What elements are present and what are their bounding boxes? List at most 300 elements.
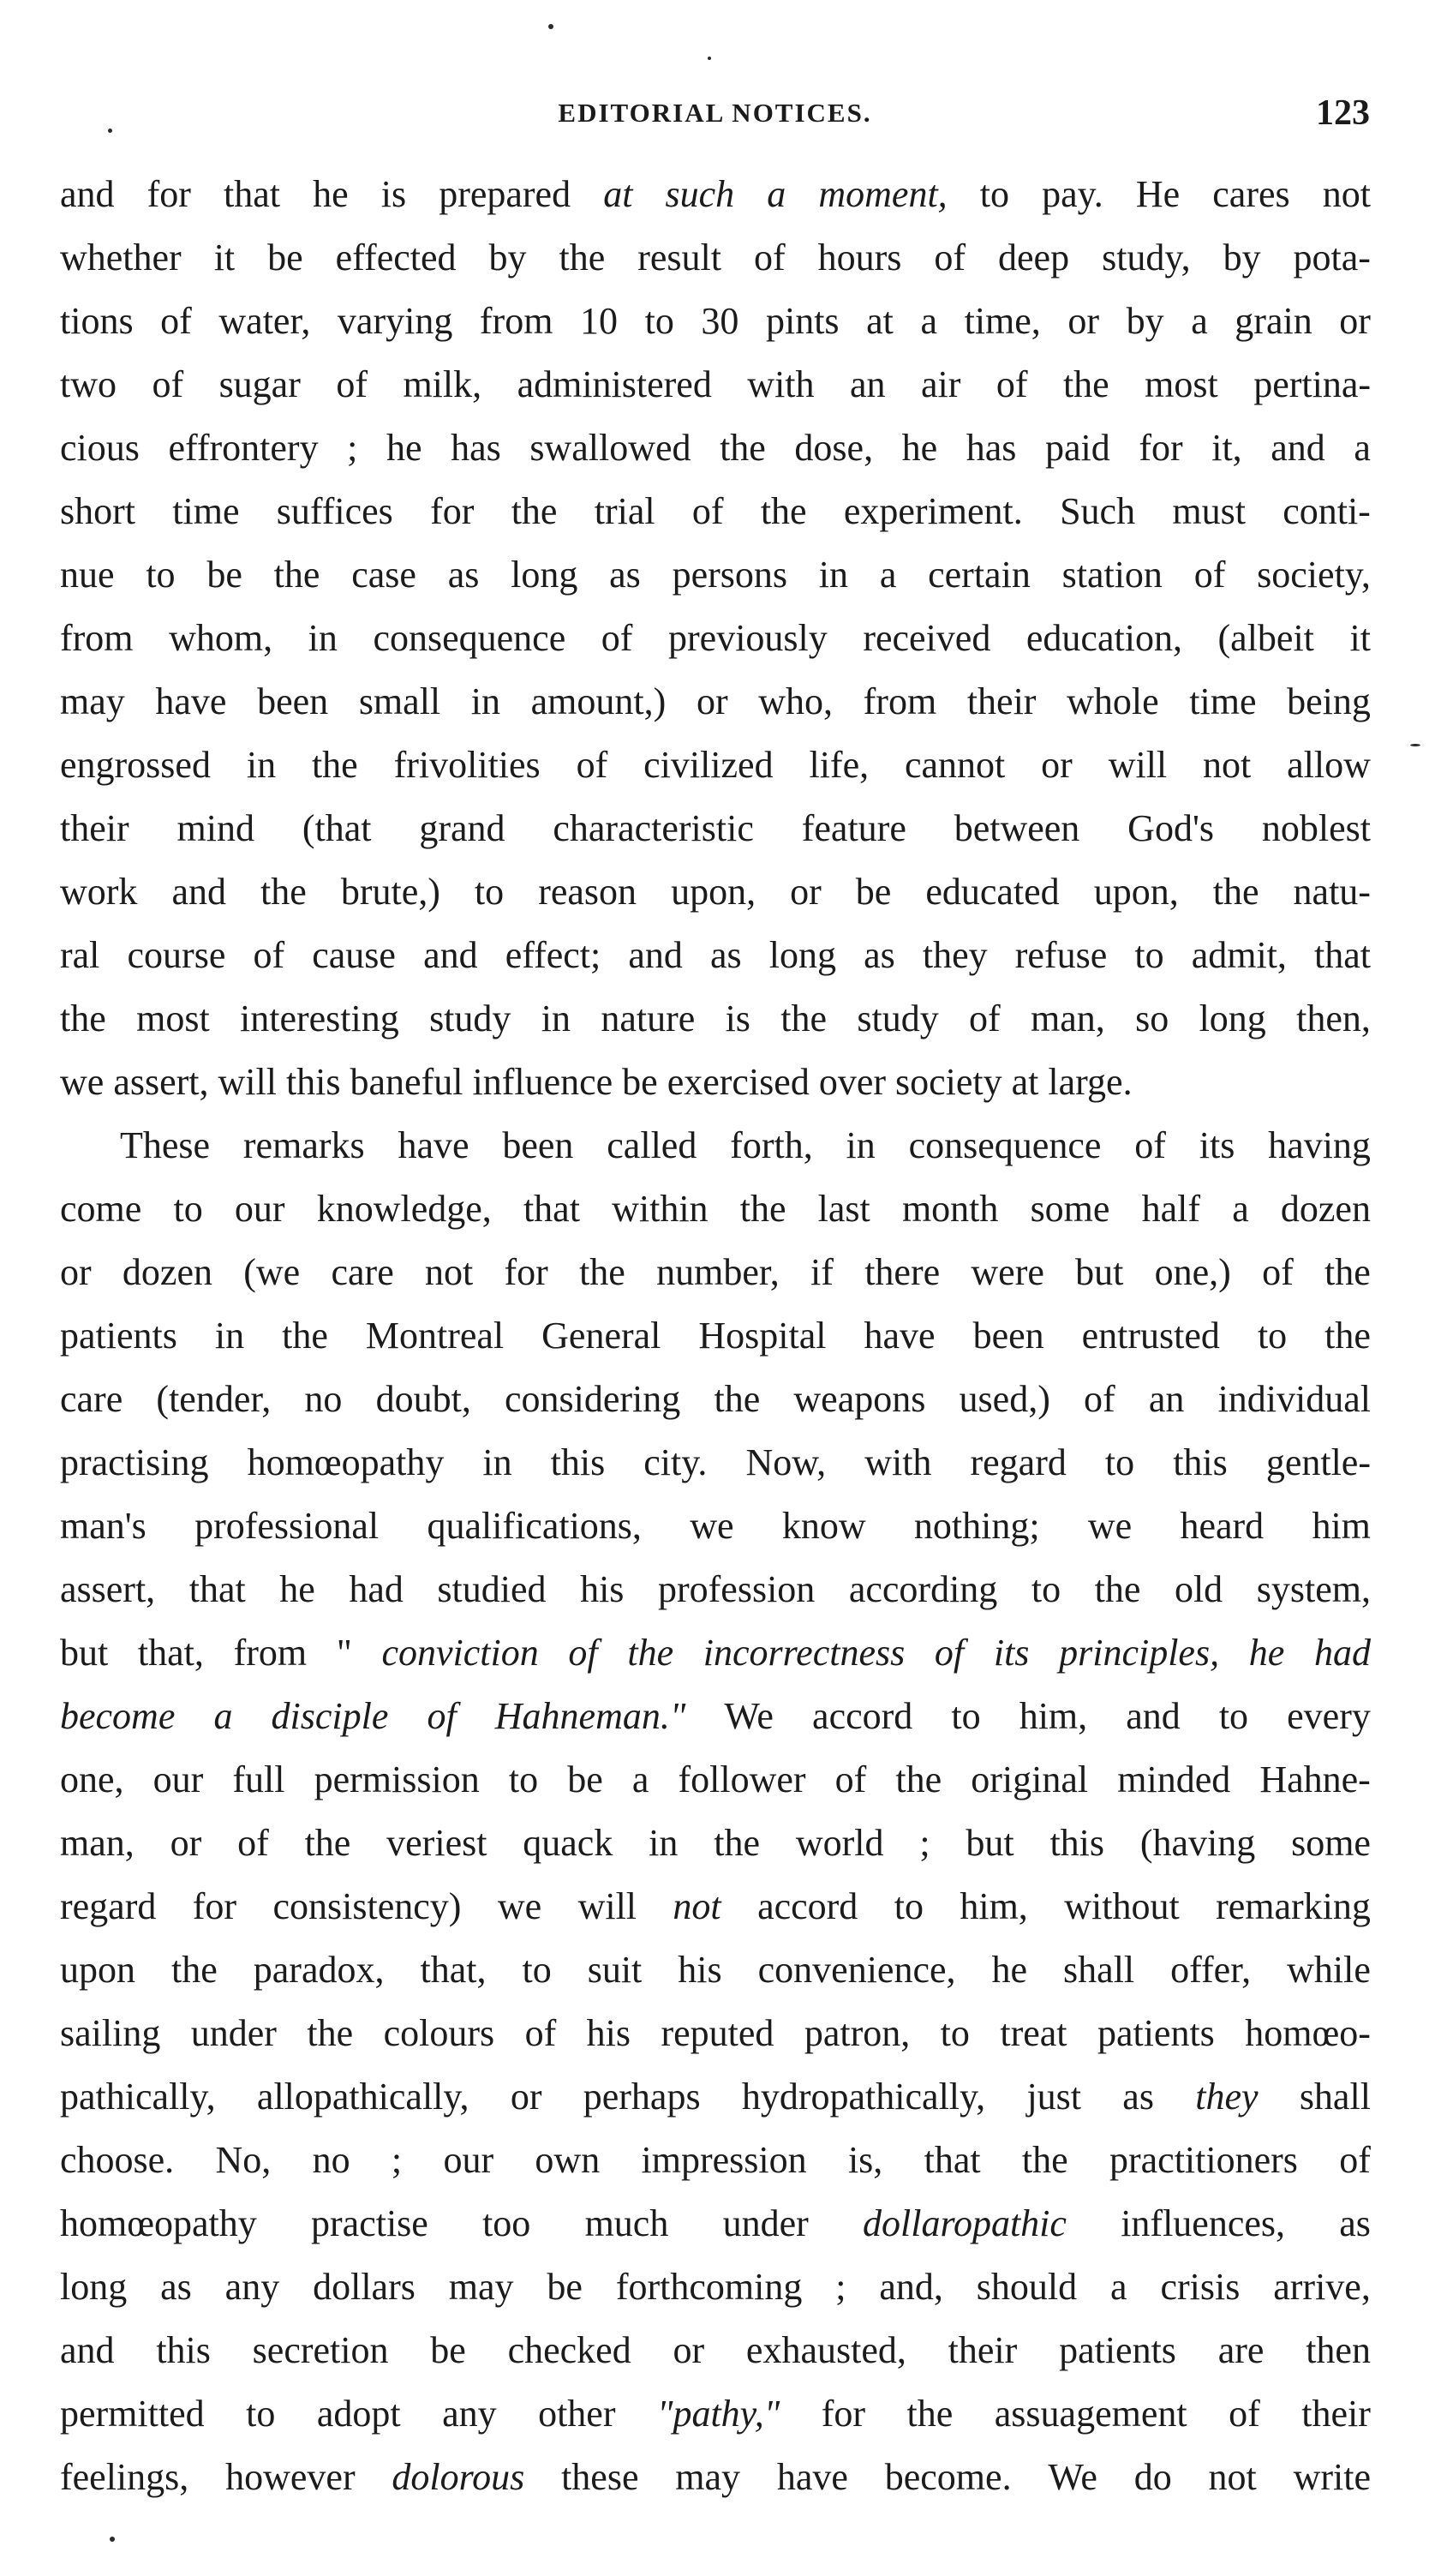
word: they [922, 934, 988, 976]
word: ; [835, 2266, 846, 2308]
word: and, [879, 2266, 943, 2308]
word: a [1354, 427, 1371, 469]
italic-word: conviction [381, 1632, 539, 1674]
word: his [580, 1568, 625, 1610]
word: most [136, 997, 210, 1039]
word: may [60, 680, 125, 722]
word: not [1322, 173, 1371, 215]
word: shall [1063, 1949, 1135, 1991]
word: accord [812, 1695, 913, 1737]
word: follower [678, 1758, 806, 1800]
word: cious [60, 427, 140, 469]
word: will [577, 1885, 637, 1927]
word: be [430, 2329, 466, 2371]
word: We [1048, 2456, 1097, 2498]
word: him, [1019, 1695, 1088, 1737]
word: effect; [505, 934, 601, 976]
word: baneful [350, 1061, 463, 1103]
word: have [155, 680, 227, 722]
word: we [1087, 1505, 1133, 1547]
word: just [1026, 2076, 1082, 2118]
word: effected [335, 237, 457, 279]
word: frivolities [393, 744, 541, 786]
italic-word: incorrectness [703, 1632, 906, 1674]
text-line [60, 1875, 1371, 1938]
word: the [1094, 1568, 1141, 1610]
text-line [60, 1812, 1371, 1875]
word: that [188, 1568, 246, 1610]
word: and [1126, 1695, 1181, 1737]
word: him [1312, 1505, 1371, 1547]
text-line [60, 543, 1371, 607]
word: with [864, 1441, 932, 1483]
word: life, [809, 744, 870, 786]
word: be [547, 2266, 583, 2308]
word: dozen [1280, 1188, 1371, 1230]
text-line [60, 290, 1371, 353]
word: of [576, 744, 608, 786]
word: refuse [1014, 934, 1108, 976]
italic-word: principles, [1059, 1632, 1220, 1674]
word: for [146, 173, 191, 215]
word: water, [218, 300, 311, 342]
word: practising [60, 1441, 209, 1483]
word: in [214, 1315, 245, 1357]
word: some [1291, 1822, 1371, 1864]
text-line [60, 2065, 1371, 2129]
word: nothing; [913, 1505, 1040, 1547]
word: of [969, 997, 1001, 1039]
text-line [60, 353, 1371, 416]
word: large. [1048, 1061, 1133, 1103]
word: patients [60, 1315, 177, 1357]
word: care [60, 1378, 123, 1420]
word: too [482, 2202, 531, 2244]
word: civilized [643, 744, 774, 786]
word: 10 [580, 300, 619, 342]
word: some [1030, 1188, 1110, 1230]
word: regard [60, 1885, 157, 1927]
word: to [1104, 1441, 1135, 1483]
word: to [1257, 1315, 1288, 1357]
word: long [1199, 997, 1266, 1039]
word: two [60, 363, 117, 405]
word: his [678, 1949, 722, 1991]
word: from [479, 300, 553, 342]
word: but [1075, 1251, 1124, 1293]
word: patron, [804, 2012, 911, 2054]
word: month [901, 1188, 999, 1230]
word: to [1134, 934, 1164, 976]
word: Hahne- [1259, 1758, 1371, 1800]
word: man's [60, 1505, 146, 1547]
text-line [60, 987, 1371, 1051]
word: had [349, 1568, 404, 1610]
word: our [152, 1758, 204, 1800]
word: remarking [1216, 1885, 1371, 1927]
word: from [233, 1632, 308, 1674]
word: long [511, 554, 578, 596]
word: we [60, 1061, 105, 1103]
word: one, [60, 1758, 124, 1800]
word: forth, [730, 1124, 813, 1166]
word: of [834, 1758, 867, 1800]
word: in [649, 1822, 679, 1864]
word: a [879, 554, 897, 596]
word: then [1306, 2329, 1371, 2371]
word: permission [314, 1758, 480, 1800]
word: ; [919, 1822, 930, 1864]
word: of [152, 363, 184, 405]
word: experiment. [843, 490, 1023, 532]
word: within [612, 1188, 709, 1230]
text-line [60, 480, 1371, 543]
word: pota- [1293, 237, 1371, 279]
word: from [863, 680, 937, 722]
word: deep [998, 237, 1070, 279]
word: reputed [661, 2012, 774, 2054]
word: in [246, 744, 277, 786]
word: prepared [439, 173, 571, 215]
word: No, [215, 2139, 272, 2181]
word: society [895, 1061, 1002, 1103]
word: be [206, 554, 242, 596]
text-line [60, 2192, 1371, 2255]
word: pints [765, 300, 840, 342]
word: offer, [1170, 1949, 1252, 1991]
word: our [443, 2139, 494, 2181]
word: nue [60, 554, 115, 596]
text-line [60, 1938, 1371, 2002]
word: that, [420, 1949, 487, 1991]
word: course [127, 934, 226, 976]
word: the [1062, 363, 1109, 405]
text-line [60, 797, 1371, 860]
word: will [1108, 744, 1168, 786]
word: full [232, 1758, 285, 1800]
word: the [1324, 1315, 1371, 1357]
word: patients [1097, 2012, 1215, 2054]
word: dozen [122, 1251, 212, 1293]
word: not [1208, 2456, 1257, 2498]
word: or [510, 2076, 542, 2118]
word: " [336, 1632, 352, 1674]
word: to [1031, 1568, 1061, 1610]
word: entrusted [1081, 1315, 1220, 1357]
word: or [170, 1822, 202, 1864]
word: to [644, 300, 674, 342]
word: old [1174, 1568, 1223, 1610]
word: then, [1296, 997, 1371, 1039]
word: for [1139, 427, 1183, 469]
word: be [855, 871, 892, 913]
word: the [906, 2393, 954, 2435]
text-line [60, 2129, 1371, 2192]
word: it, [1211, 427, 1242, 469]
word: paid [1045, 427, 1110, 469]
word: cares [1212, 173, 1290, 215]
word: been [502, 1124, 574, 1166]
word: the [171, 1949, 218, 1991]
word: grain [1235, 300, 1312, 342]
word: this [285, 1061, 341, 1103]
word: our [234, 1188, 285, 1230]
word: adopt [316, 2393, 401, 2435]
word: society, [1257, 554, 1371, 596]
word: ral [60, 934, 100, 976]
word: permitted [60, 2393, 205, 2435]
word: work [60, 871, 138, 913]
word: at [866, 300, 894, 342]
word: upon, [671, 871, 756, 913]
word: upon [60, 1949, 135, 1991]
text-line [60, 670, 1371, 734]
word: the [895, 1758, 942, 1800]
word: the [1212, 871, 1259, 913]
word: whether [60, 237, 182, 279]
italic-word: not [673, 1885, 721, 1927]
word: has [966, 427, 1017, 469]
word: in [846, 1124, 876, 1166]
word: gentle- [1265, 1441, 1371, 1483]
word: reason [538, 871, 637, 913]
word: as [609, 554, 641, 596]
word: regard [970, 1441, 1067, 1483]
word: remarks [242, 1124, 365, 1166]
word: the [760, 490, 807, 532]
word: suffices [276, 490, 393, 532]
word: but [60, 1632, 109, 1674]
italic-word: moment, [818, 173, 948, 215]
italic-word: of [427, 1695, 457, 1737]
word: study [857, 997, 939, 1039]
word: and [60, 2329, 115, 2371]
word: of [601, 617, 633, 659]
word: in [818, 554, 849, 596]
word: we [497, 1885, 542, 1927]
word: homœopathy [247, 1441, 445, 1483]
body-text [60, 163, 1371, 2509]
word: for [192, 1885, 237, 1927]
word: long [60, 2266, 128, 2308]
word: (having [1139, 1822, 1256, 1864]
word: suit [587, 1949, 643, 1991]
word: if [810, 1251, 834, 1293]
word: have [864, 1315, 936, 1357]
word: as [1122, 2076, 1154, 2118]
word: as [864, 934, 895, 976]
word: practise [311, 2202, 428, 2244]
word: homœopathy [60, 2202, 257, 2244]
word: milk, [403, 363, 482, 405]
word: or [1067, 300, 1100, 342]
word: nature [601, 997, 696, 1039]
word: has [451, 427, 501, 469]
word: short [60, 490, 135, 532]
text-line [60, 924, 1371, 987]
word: assert, [60, 1568, 156, 1610]
word: become. [884, 2456, 1012, 2498]
word: to [1218, 1695, 1249, 1737]
word: certain [928, 554, 1031, 596]
word: General [541, 1315, 661, 1357]
word: as [447, 554, 480, 596]
word: of [1193, 554, 1226, 596]
italic-word: of [568, 1632, 598, 1674]
word: this [1049, 1822, 1105, 1864]
word: he [279, 1568, 315, 1610]
word: the [714, 1822, 760, 1864]
word: other [538, 2393, 616, 2435]
word: there [864, 1251, 941, 1293]
word: secretion [252, 2329, 389, 2371]
word: engrossed [60, 744, 211, 786]
word: the [1021, 2139, 1068, 2181]
word: to [173, 1188, 203, 1230]
text-line [60, 1495, 1371, 1558]
word: swallowed [529, 427, 691, 469]
word: write [1293, 2456, 1371, 2498]
word: under [190, 2012, 277, 2054]
word: may [448, 2266, 514, 2308]
word: any [224, 2266, 280, 2308]
running-head [60, 89, 1370, 141]
word: exercised [667, 1061, 810, 1103]
text-line [60, 1241, 1371, 1304]
word: or [673, 2329, 705, 2371]
running-title: EDITORIAL NOTICES. [558, 98, 872, 128]
italic-word: become [60, 1695, 176, 1737]
word: crisis [1160, 2266, 1241, 2308]
word: will [218, 1061, 277, 1103]
italic-word: a [213, 1695, 233, 1737]
word: the [714, 1378, 761, 1420]
word: administered [517, 363, 712, 405]
word: whom, [169, 617, 273, 659]
word: these [561, 2456, 639, 2498]
word: as [1339, 2202, 1371, 2244]
text-line [60, 1748, 1371, 1812]
word: must [1172, 490, 1246, 532]
word: to [146, 554, 176, 596]
word: weapons [793, 1378, 926, 1420]
word: education, [1025, 617, 1182, 659]
word: arrive, [1273, 2266, 1371, 2308]
italic-word: its [993, 1632, 1030, 1674]
word: of [934, 237, 966, 279]
word: the [282, 1315, 328, 1357]
word: of [237, 1822, 269, 1864]
word: in [482, 1441, 512, 1483]
word: choose. [60, 2139, 175, 2181]
word: noblest [1261, 807, 1371, 849]
word: to [246, 2393, 276, 2435]
word: upon, [1093, 871, 1179, 913]
word: at [1011, 1061, 1039, 1103]
word: consistency) [272, 1885, 462, 1927]
word: consequence [373, 617, 566, 659]
word: used,) [959, 1378, 1050, 1420]
word: 30 [701, 300, 739, 342]
word: having [1268, 1124, 1371, 1166]
italic-word: the [627, 1632, 674, 1674]
word: to [940, 2012, 970, 2054]
word: checked [507, 2329, 631, 2371]
word: dose, [794, 427, 874, 469]
word: pay. [1042, 173, 1103, 215]
word: city. [643, 1441, 708, 1483]
word: own [535, 2139, 601, 2181]
italic-word: Hahneman." [494, 1695, 686, 1737]
word: may [675, 2456, 741, 2498]
word: that [924, 2139, 981, 2181]
word: no [304, 1378, 343, 1420]
word: assert, [113, 1061, 209, 1103]
word: study [429, 997, 511, 1039]
word: no [312, 2139, 350, 2181]
word: time [172, 490, 240, 532]
word: their [60, 807, 129, 849]
word: God's [1127, 807, 1214, 849]
word: and [1271, 427, 1325, 469]
italic-word: "pathy," [656, 2393, 780, 2435]
word: exhausted, [745, 2329, 906, 2371]
word: have [776, 2456, 848, 2498]
word: that [1314, 934, 1371, 976]
word: not [1203, 744, 1252, 786]
word: Now, [745, 1441, 827, 1483]
word: being [1287, 680, 1371, 722]
word: shall [1299, 2076, 1371, 2118]
word: studied [437, 1568, 547, 1610]
word: been [257, 680, 329, 722]
italic-word: disciple [271, 1695, 389, 1737]
word: varying [337, 300, 453, 342]
word: of [1339, 2139, 1371, 2181]
word: long [768, 934, 836, 976]
word: the [1324, 1251, 1371, 1293]
word: care [331, 1251, 394, 1293]
word: of [1134, 1124, 1166, 1166]
word: their [948, 2329, 1018, 2371]
word: or [696, 680, 728, 722]
word: much [584, 2202, 669, 2244]
word: sailing [60, 2012, 161, 2054]
word: be [567, 1758, 603, 1800]
word: profession [657, 1568, 816, 1610]
word: he [901, 427, 938, 469]
word: world [795, 1822, 884, 1864]
italic-word: had [1314, 1632, 1371, 1674]
word: however [225, 2456, 356, 2498]
word: that [224, 173, 281, 215]
scan-speck [1410, 744, 1420, 746]
word: any [442, 2393, 497, 2435]
scan-speck [548, 24, 553, 29]
word: of [1262, 1251, 1294, 1293]
word: grand [419, 807, 505, 849]
word: perhaps [583, 2076, 701, 2118]
text-line [60, 163, 1371, 226]
word: the [739, 1188, 786, 1230]
word: every [1287, 1695, 1371, 1737]
word: their [966, 680, 1037, 722]
word: result [637, 237, 721, 279]
word: ; [391, 2139, 403, 2181]
word: cannot [904, 744, 1006, 786]
text-line [60, 1051, 1371, 1114]
word: a [1110, 2266, 1127, 2308]
